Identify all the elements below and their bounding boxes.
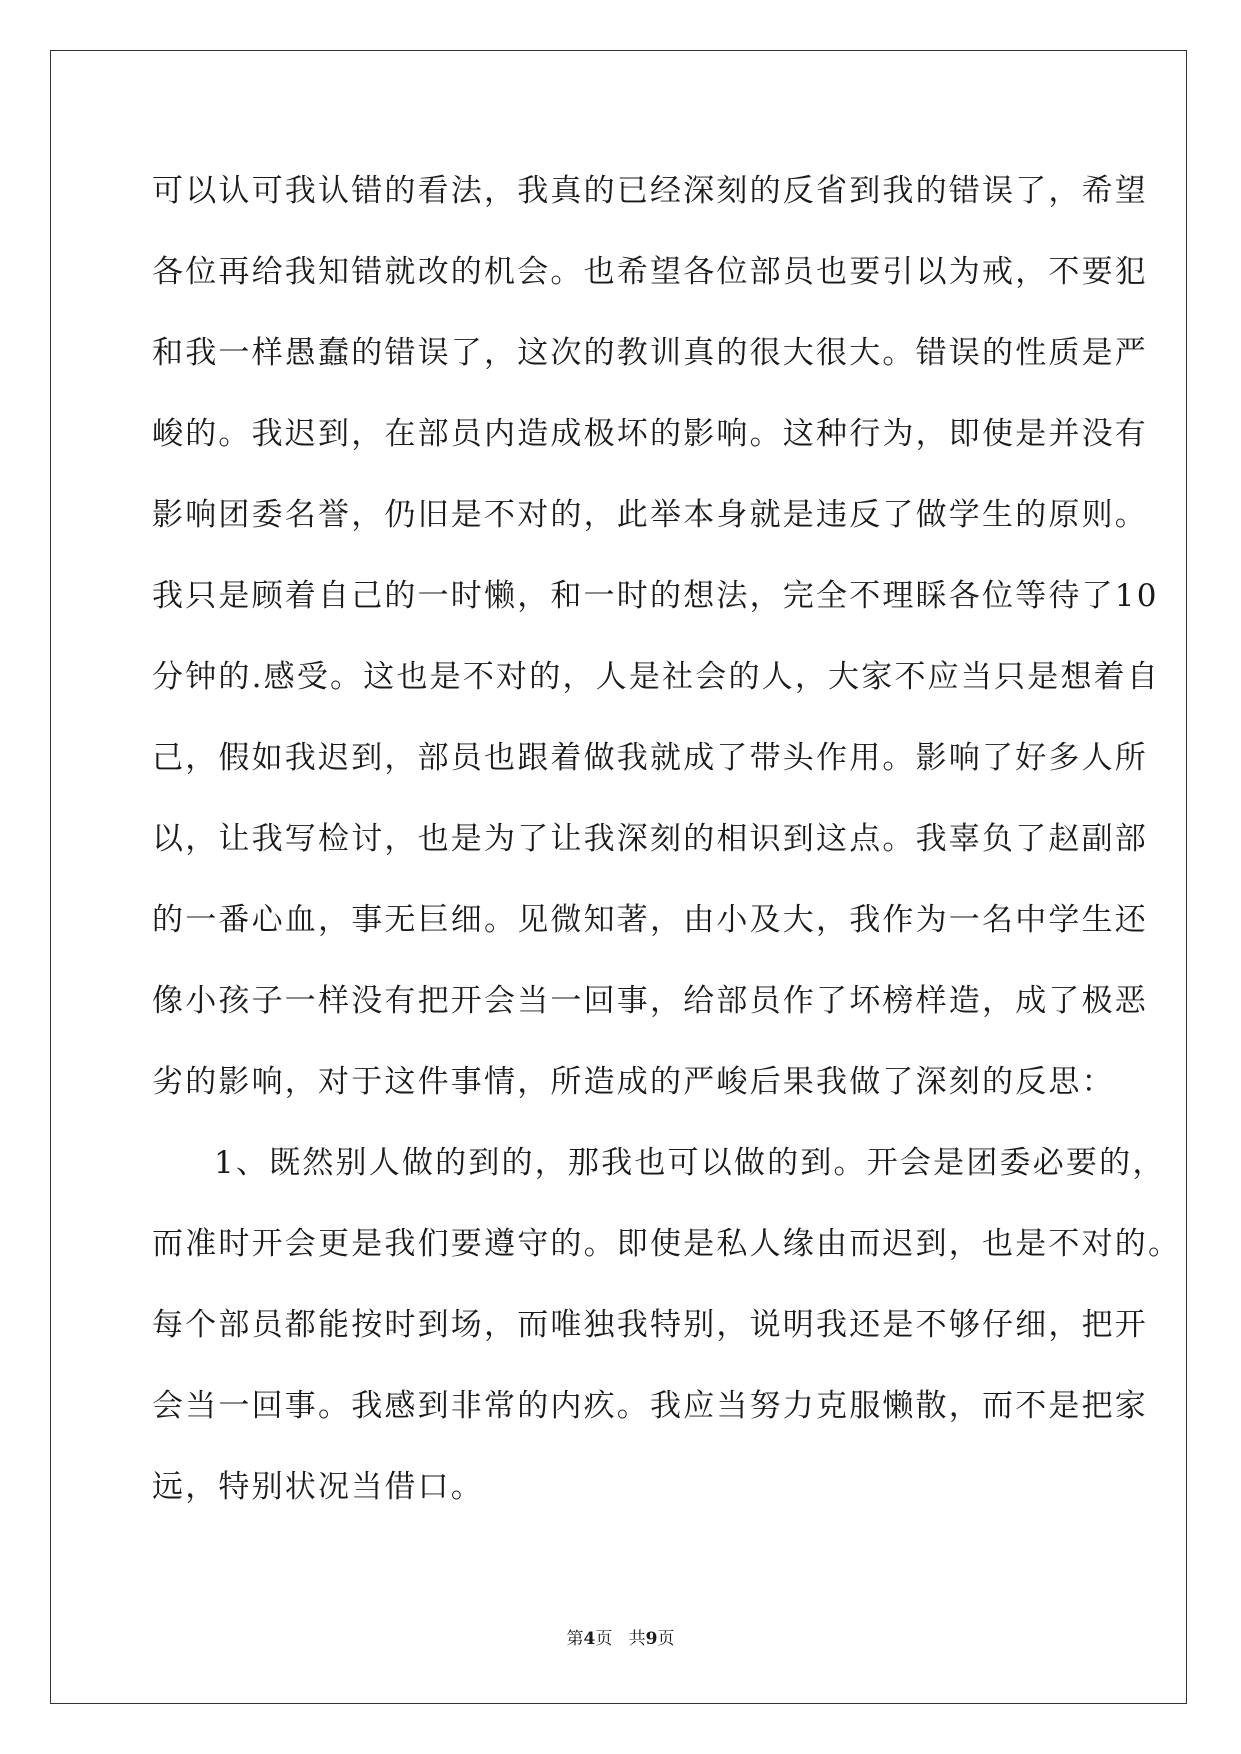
body-line: 可以认可我认错的看法，我真的已经深刻的反省到我的错误了，希望 bbox=[152, 173, 1148, 209]
body-line: 分钟的.感受。这也是不对的，人是社会的人，大家不应当只是想着自 bbox=[152, 659, 1161, 695]
footer-total-suffix: 页 bbox=[657, 1629, 675, 1649]
total-pages-number: 9 bbox=[645, 1629, 658, 1649]
body-line: 每个部员都能按时到场，而唯独我特别，说明我还是不够仔细，把开 bbox=[152, 1307, 1148, 1343]
body-line: 劣的影响，对于这件事情，所造成的严峻后果我做了深刻的反思： bbox=[152, 1064, 1115, 1100]
body-line: 影响团委名誉，仍旧是不对的，此举本身就是违反了做学生的原则。 bbox=[152, 497, 1148, 533]
footer-page-word: 页 bbox=[595, 1629, 613, 1649]
body-line: 像小孩子一样没有把开会当一回事，给部员作了坏榜样造，成了极恶 bbox=[152, 983, 1148, 1019]
body-line: 我只是顾着自己的一时懒，和一时的想法，完全不理睬各位等待了10 bbox=[152, 578, 1159, 614]
body-line: 会当一回事。我感到非常的内疚。我应当努力克服懒散，而不是把家 bbox=[152, 1388, 1148, 1424]
body-line: 的一番心血，事无巨细。见微知著，由小及大，我作为一名中学生还 bbox=[152, 902, 1148, 938]
footer-total-prefix: 共 bbox=[628, 1629, 646, 1649]
body-line: 远，特别状况当借口。 bbox=[152, 1469, 484, 1505]
body-line: 而准时开会更是我们要遵守的。即使是私人缘由而迟到，也是不对的。 bbox=[152, 1226, 1182, 1262]
body-line: 己，假如我迟到，部员也跟着做我就成了带头作用。影响了好多人所 bbox=[152, 740, 1148, 776]
footer-prefix: 第 bbox=[566, 1629, 584, 1649]
body-line: 峻的。我迟到，在部员内造成极坏的影响。这种行为，即使是并没有 bbox=[152, 416, 1148, 452]
body-line-indented: 1、既然别人做的到的，那我也可以做的到。开会是团委必要的， bbox=[214, 1145, 1166, 1181]
page-footer bbox=[0, 1624, 1241, 1649]
body-line: 各位再给我知错就改的机会。也希望各位部员也要引以为戒，不要犯 bbox=[152, 254, 1148, 290]
body-line: 以，让我写检讨，也是为了让我深刻的相识到这点。我辜负了赵副部 bbox=[152, 821, 1148, 857]
document-body bbox=[152, 160, 1182, 1537]
body-line: 和我一样愚蠢的错误了，这次的教训真的很大很大。错误的性质是严 bbox=[152, 335, 1148, 371]
current-page-number: 4 bbox=[583, 1629, 596, 1649]
